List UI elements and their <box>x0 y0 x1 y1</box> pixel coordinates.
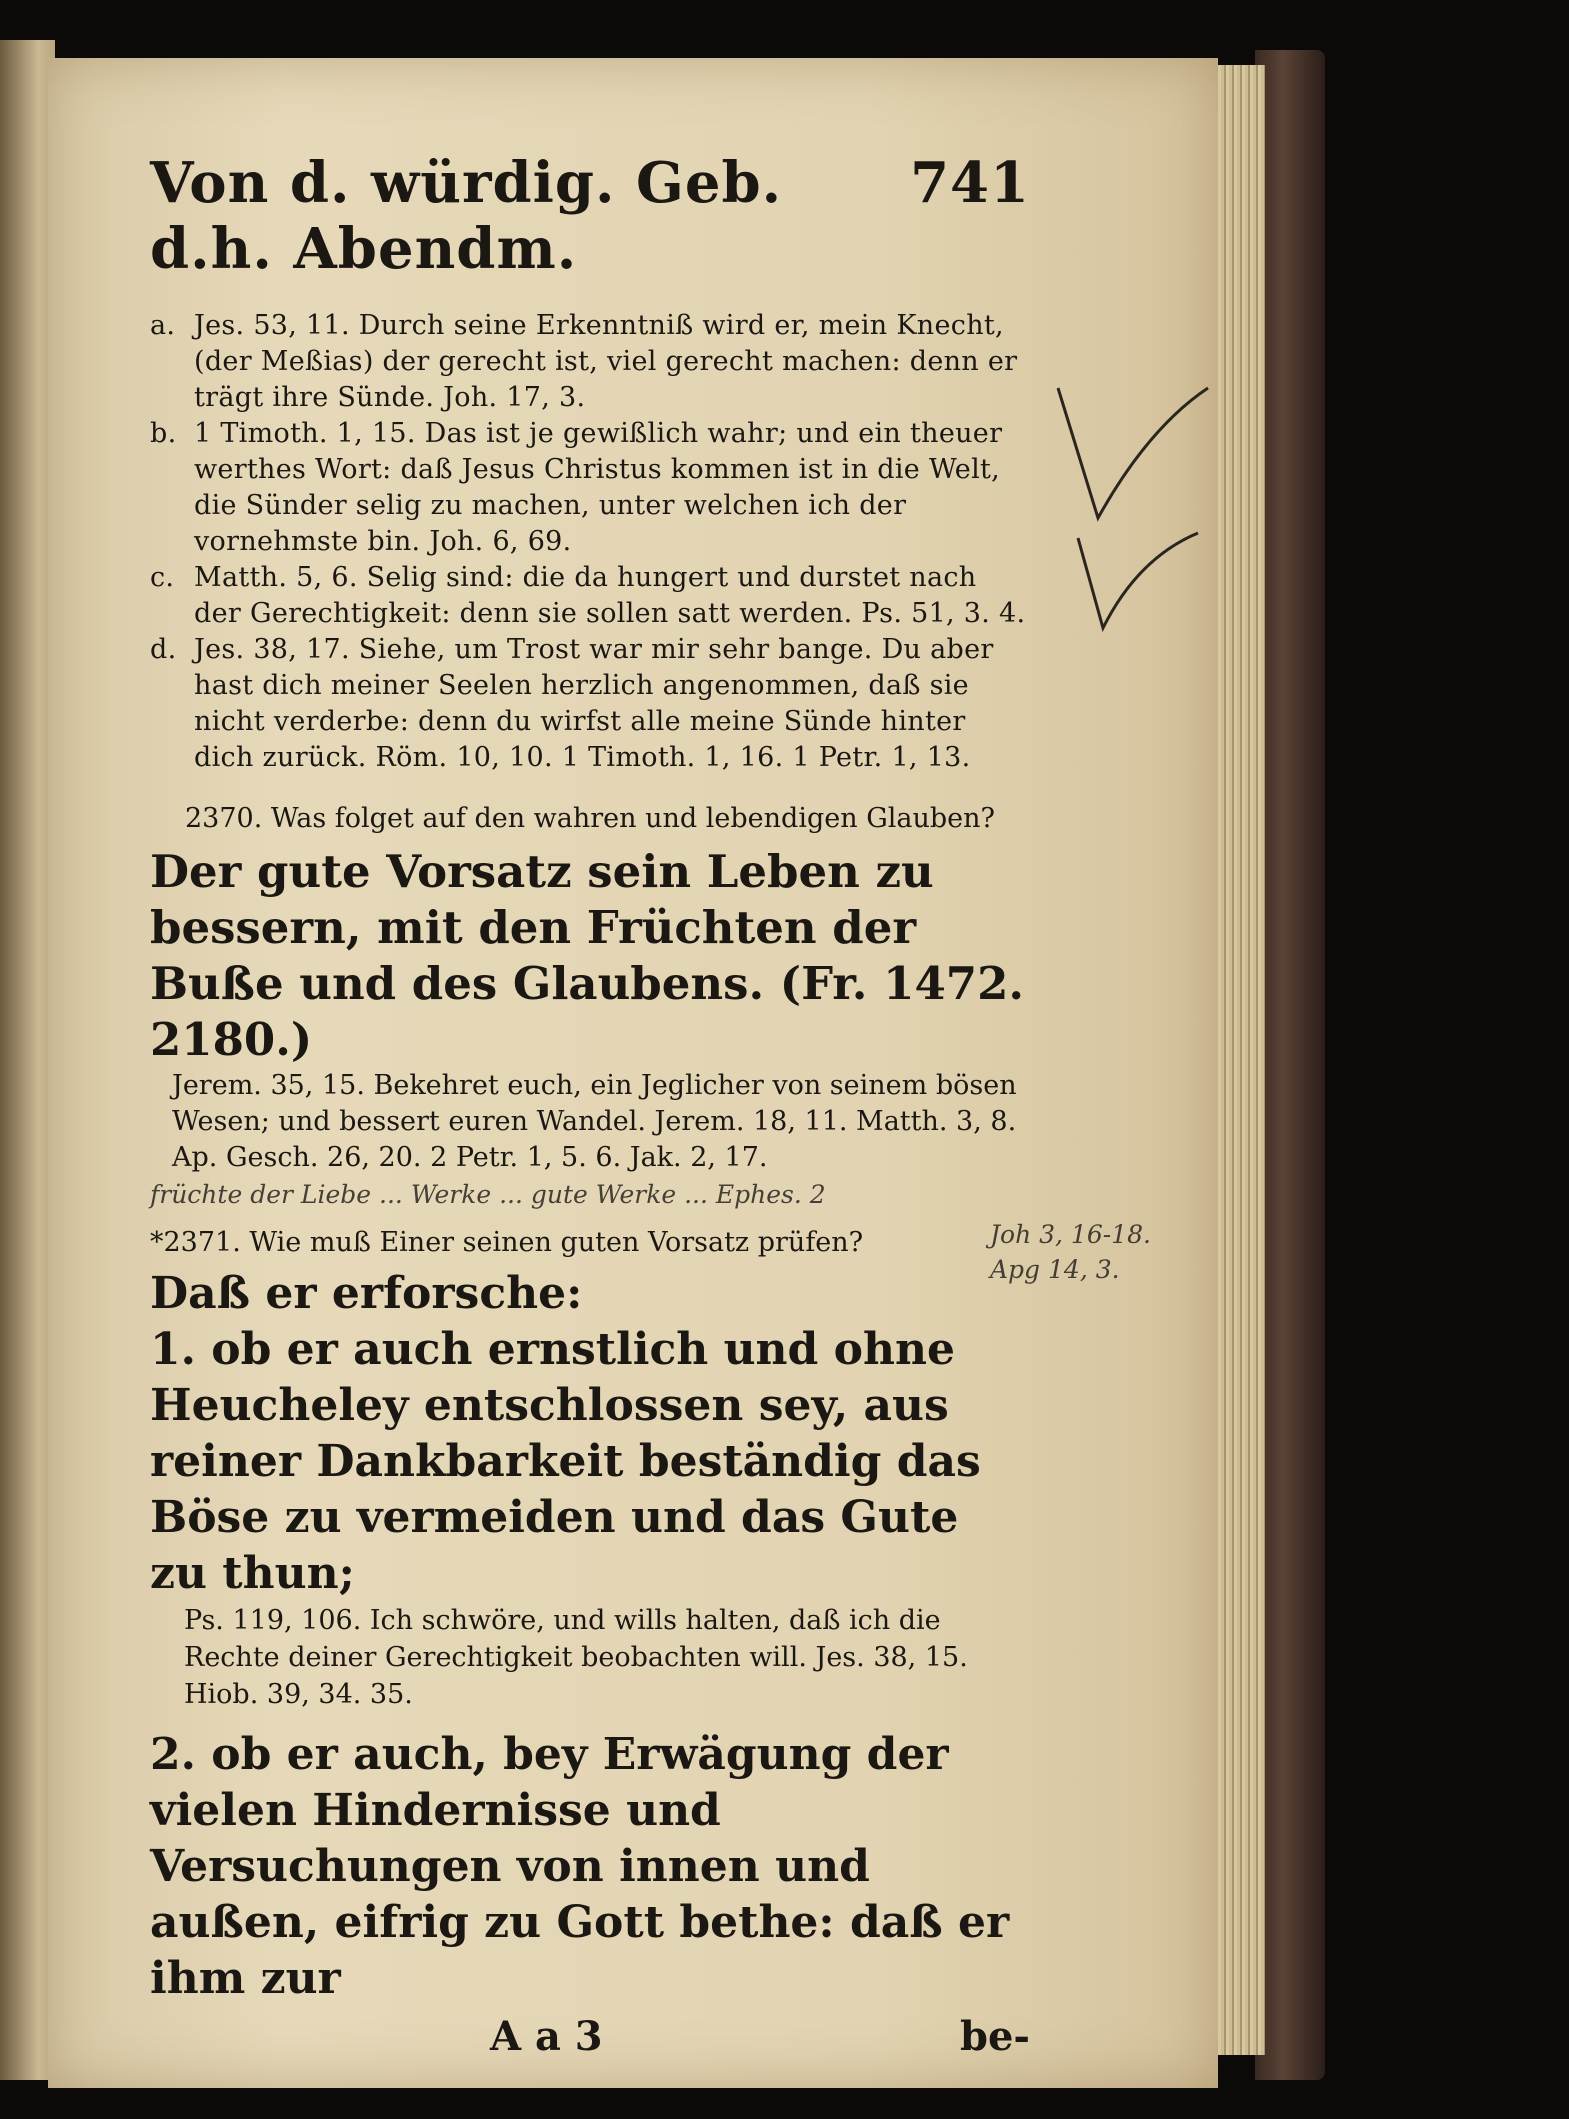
footnote-key: c. <box>150 562 175 593</box>
handwritten-margin-1: Joh 3, 16-18. <box>990 1220 1151 1249</box>
handwritten-line: früchte der Liebe ... Werke ... gute Werke ... Ephes. 2 <box>150 1180 826 1209</box>
reference-point-1: Ps. 119, 106. Ich schwöre, und wills halten, daß ich die Rechte deiner Gerechtigkeit beobachten will. Jes. 38, 15. Hiob. 39, 34. 35. <box>184 1605 968 1710</box>
footnote-d <box>150 632 1030 776</box>
footnote-c <box>150 560 1030 632</box>
question-2370: 2370. Was folget auf den wahren und lebendigen Glauben? <box>184 803 996 834</box>
footnote-text: Matth. 5, 6. Selig sind: die da hungert und durstet nach der Gerechtigkeit: denn sie sollen satt werden. Ps. 51, 3. 4. <box>194 562 1026 629</box>
answer-2370: Der gute Vorsatz sein Leben zu bessern, mit den Früchten der Buße und des Glaubens. (Fr. 1472. 2180.) <box>150 845 1025 1066</box>
page-text <box>150 150 1151 2060</box>
checkmark-1 <box>1058 388 1208 518</box>
footnote-text: Jes. 38, 17. Siehe, um Trost war mir sehr bange. Du aber hast dich meiner Seelen herzlich angenommen, daß sie nicht verderbe: denn du wirfst alle meine Sünde hinter dich zurück. Röm. 10, 10. 1 Timoth. 1, 16. 1 Petr. 1, 13. <box>194 634 994 773</box>
footnote-key: d. <box>150 634 177 665</box>
reference-2370: Jerem. 35, 15. Bekehret euch, ein Jeglicher von seinem bösen Wesen; und bessert euren Wandel. Jerem. 18, 11. Matth. 3, 8. Ap. Gesch. 26, 20. 2 Petr. 1, 5. 6. Jak. 2, 17. <box>172 1070 1017 1173</box>
footnote-text: Jes. 53, 11. Durch seine Erkenntniß wird er, mein Knecht, (der Meßias) der gerecht ist, viel gerecht machen: denn er trägt ihre Sünde. Joh. 17, 3. <box>194 310 1018 413</box>
footnote-key: a. <box>150 310 176 341</box>
footnote-text: 1 Timoth. 1, 15. Das ist je gewißlich wahr; und ein theuer werthes Wort: daß Jesus Christus kommen ist in die Welt, die Sünder selig zu machen, unter welchen ich der vornehmste bin. Joh. 6, 69. <box>194 418 1003 557</box>
answer-2371-intro: Daß er erforsche: <box>150 1268 583 1319</box>
book-cover <box>1255 50 1325 2080</box>
checkmark-2 <box>1078 533 1198 628</box>
margin-checkmarks <box>1038 368 1228 668</box>
page-number: 741 <box>910 150 1030 216</box>
question-2371: *2371. Wie muß Einer seinen guten Vorsatz prüfen? <box>150 1227 864 1258</box>
left-page-edge <box>0 40 55 2080</box>
catchword: be- <box>959 2013 1030 2060</box>
point-1: 1. ob er auch ernstlich und ohne Heucheley entschlossen sey, aus reiner Dankbarkeit beständig das Böse zu vermeiden und das Gute zu thun; <box>150 1324 981 1599</box>
running-header <box>150 150 1030 282</box>
point-2: 2. ob er auch, bey Erwägung der vielen Hindernisse und Versuchungen von innen und außen, eifrig zu Gott bethe: daß er ihm zur <box>150 1729 1010 2004</box>
footnote-key: b. <box>150 418 177 449</box>
handwritten-margin-2: Apg 14, 3. <box>990 1255 1120 1284</box>
footnote-b <box>150 416 1030 560</box>
page-footer <box>150 2013 1030 2060</box>
signature-mark: A a 3 <box>490 2013 603 2060</box>
footnote-a <box>150 308 1030 416</box>
header-title: Von d. würdig. Geb. d.h. Abendm. <box>150 150 783 282</box>
